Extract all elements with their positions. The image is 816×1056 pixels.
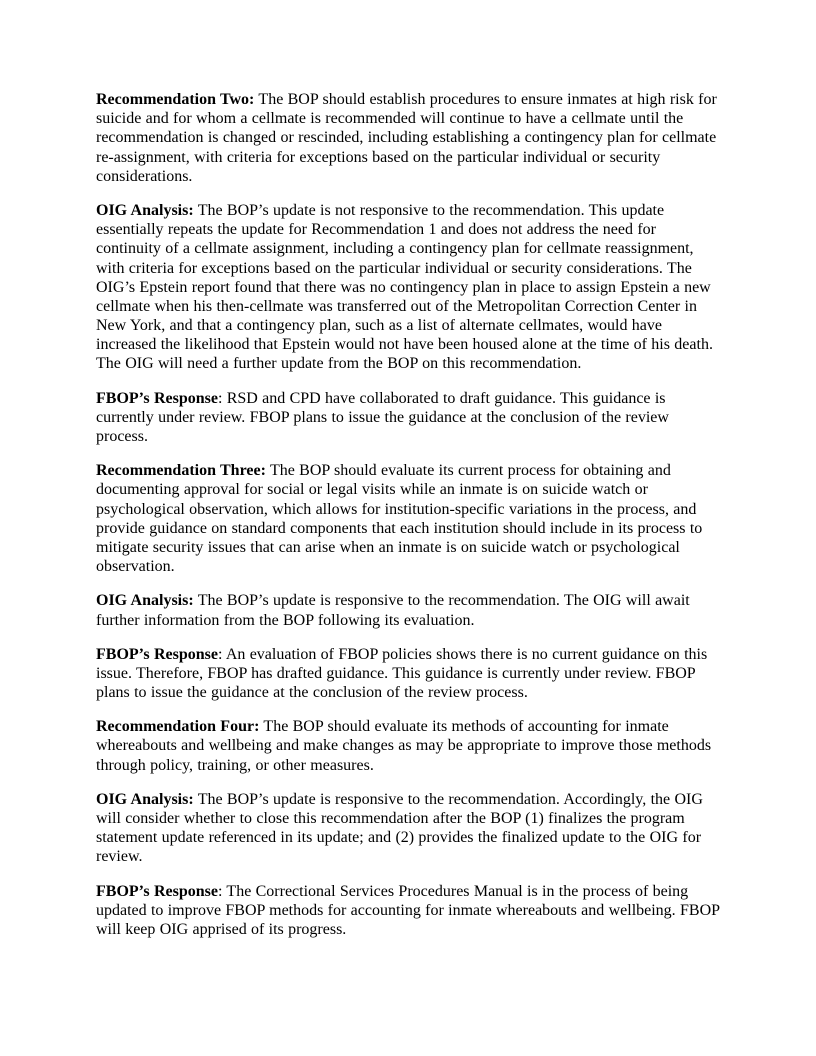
paragraph-label: FBOP’s Response — [96, 389, 218, 407]
paragraph-oig-analysis-four — [96, 790, 720, 867]
paragraph-text: The BOP’s update is not responsive to the recommendation. This update essentially repeats the update for Recommendation 1 and does not address the need for continuity of a cellmate assignment, including a contingency plan for cellmate reassignment, with criteria for exceptions based on the particular individual or security considerations. The OIG’s Epstein report found that there was no contingency plan in place to assign Epstein a new cellmate when his then-cellmate was transferred out of the Metropolitan Correction Center in New York, and that a contingency plan, such as a list of alternate cellmates, would have increased the likelihood that Epstein would not have been housed alone at the time of his death. The OIG will need a further update from the BOP on this recommendation. — [96, 201, 713, 373]
paragraph-text: : The Correctional Services Procedures Manual is in the process of being updated to improve FBOP methods for accounting for inmate whereabouts and wellbeing. FBOP will keep OIG apprised of its progress. — [96, 882, 720, 938]
paragraph-label: OIG Analysis: — [96, 201, 194, 219]
paragraph-fbop-response-two — [96, 389, 720, 447]
paragraph-text: The BOP should establish procedures to ensure inmates at high risk for suicide and for whom a cellmate is recommended will continue to have a cellmate until the recommendation is changed or rescinded, including establishing a contingency plan for cellmate re-assignment, with criteria for exceptions based on the particular individual or security considerations. — [96, 91, 717, 185]
paragraph-text: The BOP should evaluate its current process for obtaining and documenting approval for social or legal visits while an inmate is on suicide watch or psychological observation, which allows for institution-specific variations in the process, and provide guidance on standard components that each institution should include in its process to mitigate security issues that can arise when an inmate is on suicide watch or psychological observation. — [96, 462, 703, 576]
paragraph-recommendation-two — [96, 90, 720, 186]
paragraph-label: Recommendation Four: — [96, 718, 260, 736]
paragraph-text: The BOP’s update is responsive to the recommendation. The OIG will await further information from the BOP following its evaluation. — [96, 592, 690, 629]
paragraph-label: FBOP’s Response — [96, 882, 218, 900]
paragraph-fbop-response-four — [96, 882, 720, 940]
paragraph-oig-analysis-three — [96, 591, 720, 629]
paragraph-label: Recommendation Three: — [96, 462, 266, 480]
paragraph-label: Recommendation Two: — [96, 91, 255, 108]
paragraph-label: OIG Analysis: — [96, 592, 194, 610]
paragraph-text: The BOP should evaluate its methods of accounting for inmate whereabouts and wellbeing and make changes as may be appropriate to improve those methods through policy, training, or other measures. — [96, 718, 712, 774]
paragraph-text: : An evaluation of FBOP policies shows there is no current guidance on this issue. Therefore, FBOP has drafted guidance. This guidance is currently under review. FBOP plans to issue the guidance at the conclusion of the review process. — [96, 645, 708, 702]
paragraph-label: FBOP’s Response — [96, 645, 218, 663]
paragraph-fbop-response-three — [96, 645, 720, 703]
paragraph-label: OIG Analysis: — [96, 790, 194, 808]
paragraph-oig-analysis-two — [96, 201, 720, 374]
paragraph-text: : RSD and CPD have collaborated to draft guidance. This guidance is currently under review. FBOP plans to issue the guidance at the conclusion of the review process. — [96, 389, 669, 445]
paragraph-text: The BOP’s update is responsive to the recommendation. Accordingly, the OIG will consider whether to close this recommendation after the BOP (1) finalizes the program statement update referenced in its update; and (2) provides the finalized update to the OIG for review. — [96, 790, 703, 866]
paragraph-recommendation-four — [96, 717, 720, 775]
paragraph-recommendation-three — [96, 461, 720, 576]
